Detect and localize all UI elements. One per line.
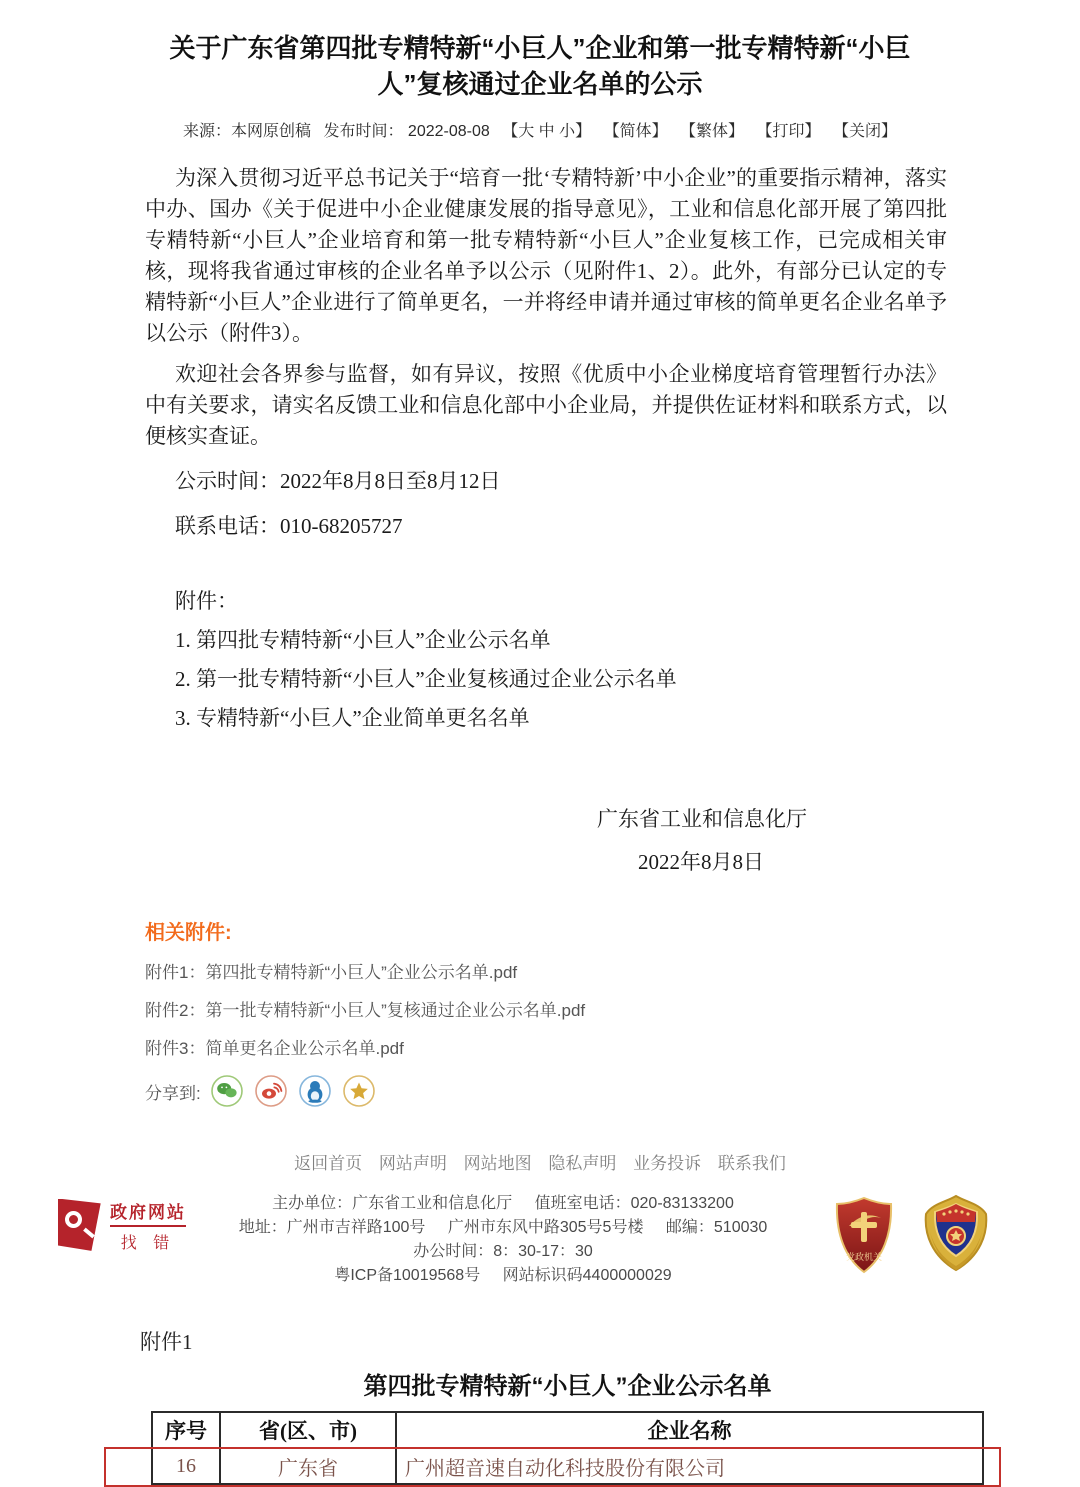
attachment-link-3[interactable] [145,1039,404,1058]
postcode: 邮编：510030 [665,1219,768,1236]
related-attachments-heading: 相关附件: [145,922,232,944]
column-header-no: 序号 [152,1412,220,1448]
error-logo-text-top: 政府网站 [110,1198,186,1227]
attachments-label: 附件： [175,589,238,613]
nav-home-link[interactable]: 返回首页 [294,1154,363,1173]
appendix-label: 附件1 [140,1330,193,1354]
address-2: 广州市东风中路305号5号楼 [447,1219,644,1236]
wechat-share-icon[interactable] [211,1075,243,1107]
font-size-buttons[interactable]: 【大 中 小】 [502,123,592,140]
attachment-file-row [145,1034,1080,1059]
column-header-company: 企业名称 [396,1412,983,1448]
gov-site-error-report-widget[interactable] [58,1198,186,1253]
attachment-filename: 简单更名企业公示名单.pdf [205,1039,404,1058]
nav-contact-link[interactable]: 联系我们 [717,1154,786,1173]
share-row [145,1075,1080,1107]
announcement-page [0,30,1080,1480]
close-button[interactable]: 【关闭】 [832,123,897,140]
nav-statement-link[interactable]: 网站声明 [378,1154,447,1173]
column-header-province: 省(区、市) [220,1412,396,1448]
cell-province: 广东省 [220,1448,396,1484]
attachment-label: 附件2： [145,1001,206,1020]
simplified-button[interactable]: 【简体】 [603,123,668,140]
nav-complaint-link[interactable]: 业务投诉 [633,1154,702,1173]
nav-privacy-link[interactable]: 隐私声明 [548,1154,617,1173]
page-title: 关于广东省第四批专精特新“小巨人”企业和第一批专精特新“小巨人”复核通过企业名单的公示 [169,33,911,99]
attachment-item-3: 3. 专精特新“小巨人”企业简单更名名单 [175,706,530,730]
attachment-label: 附件3： [145,1039,206,1058]
attachment-filename: 第一批专精特新“小巨人”复核通过企业公示名单.pdf [205,1001,586,1020]
attachment-file-row [145,996,1080,1021]
magnifier-flag-icon [58,1199,102,1253]
table-header-row [152,1412,983,1448]
sign-date: 2022年8月8日 [638,850,764,874]
appendix-section [0,1326,1080,1485]
qq-share-icon[interactable] [299,1075,331,1107]
notice-time: 公示时间：2022年8月8日至8月12日 [175,469,501,493]
footer-text [178,1192,828,1288]
table-row [152,1448,983,1484]
attachment-file-row [145,958,1080,983]
print-button[interactable]: 【打印】 [756,123,821,140]
duty-phone: 值班室电话：020-83133200 [534,1195,734,1212]
related-attachments-section [145,916,1080,1107]
error-logo-text-bottom: 找 错 [120,1235,176,1252]
article-meta [0,118,1080,141]
attachment-link-1[interactable] [145,963,517,982]
appendix-table-title: 第四批专精特新“小巨人”企业公示名单 [363,1373,772,1400]
host-unit: 主办单位：广东省工业和信息化厅 [272,1195,513,1212]
publish-date-text: 发布时间： 2022-08-08 [323,123,490,140]
share-label: 分享到: [145,1083,201,1103]
attachment-label: 附件1： [145,963,206,982]
cell-company: 广州超音速自动化科技股份有限公司 [396,1448,983,1484]
address-1: 地址：广州市吉祥路100号 [238,1219,426,1236]
qzone-star-share-icon[interactable] [343,1075,375,1107]
signer-name: 广东省工业和信息化厅 [597,807,807,831]
paragraph-2: 欢迎社会各界参与监督，如有异议，按照《优质中小企业梯度培育管理暂行办法》中有关要求，请实名反馈工业和信息化部中小企业局，并提供佐证材料和联系方式，以便核实查证。 [145,362,947,448]
svg-text:党政机关: 党政机关 [845,1252,883,1262]
attachment-item-2: 2. 第一批专精特新“小巨人”企业复核通过企业公示名单 [175,667,677,691]
nav-sitemap-link[interactable]: 网站地图 [463,1154,532,1173]
article-body [145,163,947,878]
office-hours: 办公时间：8：30-17：30 [413,1243,593,1260]
contact-phone: 联系电话：010-68205727 [175,514,403,538]
attachment-filename: 第四批专精特新“小巨人”企业公示名单.pdf [205,963,518,982]
cell-no: 16 [152,1448,220,1484]
attachment-item-1: 1. 第四批专精特新“小巨人”企业公示名单 [175,628,551,652]
party-gov-badge-icon[interactable] [833,1196,895,1279]
site-id-code: 网站标识码4400000029 [502,1267,672,1284]
appendix-table-wrap [151,1411,984,1485]
footer-info [0,1192,1080,1296]
police-badge-icon[interactable] [922,1192,990,1279]
source-text: 来源：本网原创稿 [183,123,312,140]
paragraph-1: 为深入贯彻习近平总书记关于“培育一批‘专精特新’中小企业”的重要指示精神，落实中办、国办《关于促进中小企业健康发展的指导意见》，工业和信息化部开展了第四批专精特新“小巨人”企业培育和第一批专精特新“小巨人”企业复核工作，已完成相关审核，现将我省通过审核的企业名单予以公示（见附件1、2）。此外，有部分已认定的专精特新“小巨人”企业进行了简单更名，一并将经申请并通过审核的简单更名企业名单予以公示（附件3）。 [145,166,947,345]
attachment-link-2[interactable] [145,1001,585,1020]
icp-number: 粤ICP备10019568号 [334,1267,481,1284]
traditional-button[interactable]: 【繁体】 [680,123,745,140]
footer-nav [0,1149,1080,1174]
company-list-table [151,1411,984,1485]
weibo-share-icon[interactable] [255,1075,287,1107]
